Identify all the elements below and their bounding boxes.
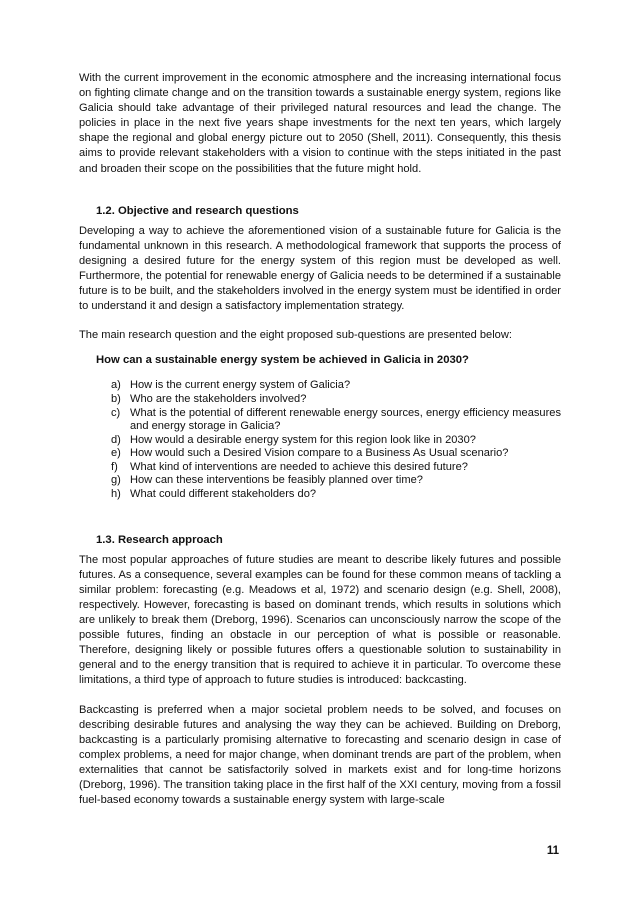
section-heading-objective: 1.2. Objective and research questions (96, 204, 299, 217)
list-marker: d) (111, 433, 121, 446)
backcasting-paragraph: Backcasting is preferred when a major societal problem needs to be solved, and focuses on describing desirable futures and analysing the way they can be achieved. Building on Dreborg, backcasting is a particularly promising alternative to forecasting and scenario design in case of complex problems, a need for major change, when dominant trends are part of the problem, when externalities that cannot be satisfactorily solved in markets exist and for long-time horizons (Dreborg, 1996). The transition taking place in the first half of the XXI century, moving from a fossil fuel-based economy towards a sustainable energy system with large-scale (79, 703, 561, 807)
list-marker: e) (111, 447, 121, 460)
list-marker: b) (111, 392, 121, 405)
list-item-text: What kind of interventions are needed to achieve this desired future? (130, 460, 468, 473)
objective-paragraph: Developing a way to achieve the aforementioned vision of a sustainable future for Galicia is the fundamental unknown in this research. A methodological framework that supports the process of designing a desired future for the energy system of this region must be developed as well. Furthermore, the potential for renewable energy of Galicia needs to be determined if a sustainable future is to be built, and the stakeholders involved in the energy system must be identified in order to understand it and design a satisfactory implementation strategy. (79, 224, 561, 313)
questions-intro-paragraph: The main research question and the eight proposed sub-questions are presented below: (79, 329, 512, 342)
research-approach-paragraph: The most popular approaches of future studies are meant to describe likely futures and possible futures. As a consequence, several examples can be found for these common means of tackling a similar problem: forecasting (e.g. Meadows et al, 1972) and scenario design (e.g. Shell, 2008), respectively. However, forecasting is based on dominant trends, which results in solutions which are unlikely to break them (Dreborg, 1996). Scenarios can unconsciously narrow the scope of the possible futures, finding an obstacle in our perception of what is possible or reasonable. Therefore, designing likely or possible futures offers a questionable solution to sustainability in general and to the energy transition that is required to achieve it in particular. To overcome these limitations, a third type of approach to future studies is introduced: backcasting. (79, 553, 561, 687)
list-marker: c) (111, 406, 121, 419)
list-item (111, 393, 561, 407)
list-marker: f) (111, 460, 118, 473)
list-item-text: How would such a Desired Vision compare to a Business As Usual scenario? (130, 447, 509, 460)
section-heading-research-approach: 1.3. Research approach (96, 533, 223, 546)
list-item-text: Who are the stakeholders involved? (130, 392, 307, 405)
list-item (111, 461, 561, 475)
list-item (111, 488, 561, 502)
page-number: 11 (546, 845, 559, 857)
list-item-text: What could different stakeholders do? (130, 488, 317, 501)
list-marker: h) (111, 488, 121, 501)
list-marker: a) (111, 379, 121, 392)
list-item-text: What is the potential of different renewable energy sources, energy efficiency measures and energy storage in Galicia? (130, 406, 561, 433)
sub-questions-list (79, 379, 561, 501)
list-item (111, 434, 561, 448)
list-item-text: How can these interventions be feasibly planned over time? (130, 474, 423, 487)
list-item-text: How is the current energy system of Galicia? (130, 379, 351, 392)
list-marker: g) (111, 474, 121, 487)
list-item (111, 447, 561, 461)
list-item (111, 474, 561, 488)
list-item (111, 407, 561, 434)
list-item (111, 379, 561, 393)
list-item-text: How would a desirable energy system for this region look like in 2030? (130, 433, 476, 446)
intro-paragraph: With the current improvement in the economic atmosphere and the increasing international focus on fighting climate change and on the transition towards a sustainable energy system, regions like Galicia should take advantage of their privileged natural resources and lead the change. The policies in place in the next five years shape investments for the next ten years, which largely shape the regional and global energy picture out to 2050 (Shell, 2011). Consequently, this thesis aims to provide relevant stakeholders with a vision to continue with the steps initiated in the past and broaden their scope on the possibilities that the future might hold. (79, 72, 561, 175)
main-research-question: How can a sustainable energy system be achieved in Galicia in 2030? (96, 354, 469, 367)
document-page (79, 71, 561, 808)
